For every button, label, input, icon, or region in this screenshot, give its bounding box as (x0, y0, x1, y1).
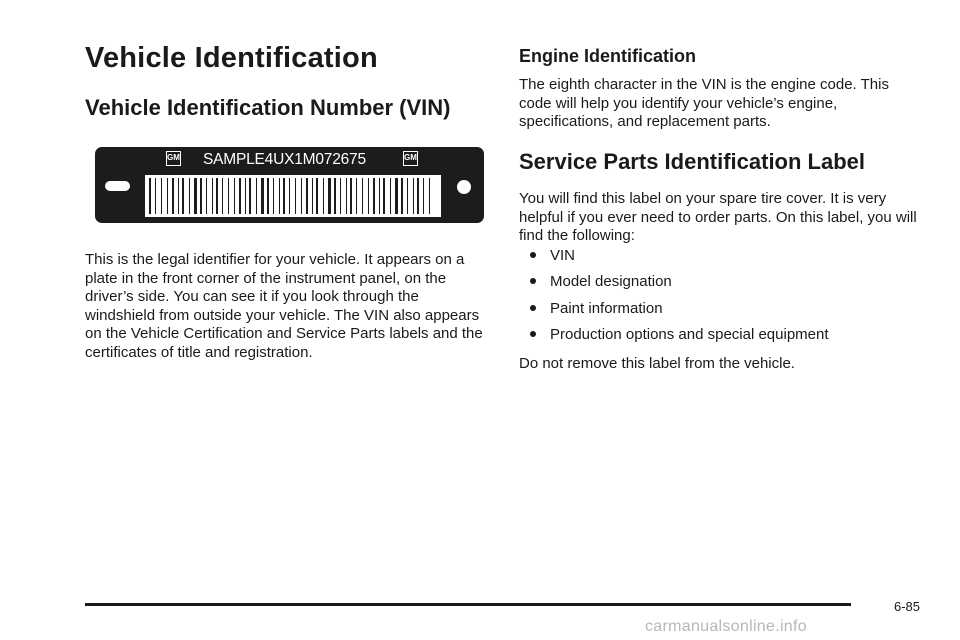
label-contents-list (519, 247, 829, 352)
list-item-label: Model designation (550, 273, 672, 291)
barcode-bar (383, 178, 385, 214)
barcode-bar (328, 178, 331, 214)
bullet-icon (530, 252, 536, 258)
page-number: 6-85 (894, 599, 921, 614)
barcode-bar (149, 178, 151, 214)
barcode-bar (368, 178, 369, 214)
barcode-bar (379, 178, 380, 214)
vin-section-heading: Vehicle Identification Number (VIN) (85, 95, 451, 120)
barcode-bar (295, 178, 296, 214)
vin-plate-illustration (95, 147, 484, 223)
barcode-bar (323, 178, 324, 214)
barcode-bar (273, 178, 274, 214)
engine-description: The eighth character in the VIN is the engine code. This code will help you identify your vehicle’s engine, specifications, and replacement parts. (519, 76, 889, 130)
barcode-bar (212, 178, 213, 214)
barcode-bar (334, 178, 336, 214)
barcode-bar (178, 178, 179, 214)
label-description: You will find this label on your spare tire cover. It is very helpful if you ever need to order parts. On this label, you will find the following: (519, 190, 917, 244)
barcode-bar (429, 178, 430, 214)
barcode-bar (256, 178, 257, 214)
barcode-bar (401, 178, 403, 214)
barcode-bar (267, 178, 269, 214)
barcode-bar (356, 178, 357, 214)
list-item (519, 300, 829, 326)
barcode-bar (189, 178, 190, 214)
barcode-bar (234, 178, 235, 214)
barcode-bar (182, 178, 184, 214)
barcode-bar (228, 178, 229, 214)
barcode-bar (279, 178, 280, 214)
barcode-bar (289, 178, 290, 214)
barcode-bar (390, 178, 391, 214)
barcode-bar (172, 178, 174, 214)
barcode-bar (417, 178, 419, 214)
barcode-bar (373, 178, 375, 214)
barcode-bar (362, 178, 363, 214)
bullet-icon (530, 305, 536, 311)
barcode-bar (312, 178, 313, 214)
plate-mounting-slot (105, 181, 130, 191)
barcode-bar (301, 178, 302, 214)
barcode-bar (161, 178, 162, 214)
barcode-bar (249, 178, 251, 214)
barcode-bar (206, 178, 207, 214)
bullet-icon (530, 331, 536, 337)
vin-barcode (145, 175, 441, 217)
barcode-bar (239, 178, 241, 214)
label-section-heading: Service Parts Identification Label (519, 149, 866, 174)
barcode-bar (395, 178, 398, 214)
footer-divider (85, 603, 851, 606)
barcode-bar (194, 178, 197, 214)
gm-logo-left: GM (166, 151, 181, 166)
page-title: Vehicle Identification (85, 42, 378, 74)
barcode-bar (216, 178, 218, 214)
vin-description: This is the legal identifier for your vehicle. It appears on a plate in the front corner of the instrument panel, on the driver’s side. You can see it if you look through the windshield from outside your vehicle. The VIN also appears on the Vehicle Certification and Service Parts labels and the certificates of title and registration. (85, 251, 483, 361)
list-item (519, 273, 829, 299)
barcode-bar (346, 178, 347, 214)
gm-logo-right: GM (403, 151, 418, 166)
list-item (519, 326, 829, 352)
barcode-bar (413, 178, 414, 214)
barcode-bar (283, 178, 285, 214)
list-item (519, 247, 829, 273)
list-item-label: Production options and special equipment (550, 325, 829, 343)
closing-note: Do not remove this label from the vehicle. (519, 355, 795, 372)
barcode-graphic (149, 178, 437, 214)
plate-rivet-hole (457, 180, 471, 194)
barcode-bar (407, 178, 408, 214)
barcode-bar (222, 178, 223, 214)
watermark: carmanualsonline.info (645, 618, 807, 635)
barcode-bar (167, 178, 168, 214)
list-item-label: Paint information (550, 299, 663, 317)
barcode-bar (200, 178, 202, 214)
barcode-bar (155, 178, 156, 214)
barcode-bar (261, 178, 264, 214)
barcode-bar (423, 178, 424, 214)
barcode-bar (245, 178, 246, 214)
barcode-bar (340, 178, 341, 214)
bullet-icon (530, 278, 536, 284)
barcode-bar (306, 178, 308, 214)
vin-number-text: SAMPLE4UX1M072675 (203, 151, 366, 168)
barcode-bar (350, 178, 352, 214)
engine-section-heading: Engine Identification (519, 46, 697, 66)
list-item-label: VIN (550, 247, 576, 264)
barcode-bar (316, 178, 318, 214)
